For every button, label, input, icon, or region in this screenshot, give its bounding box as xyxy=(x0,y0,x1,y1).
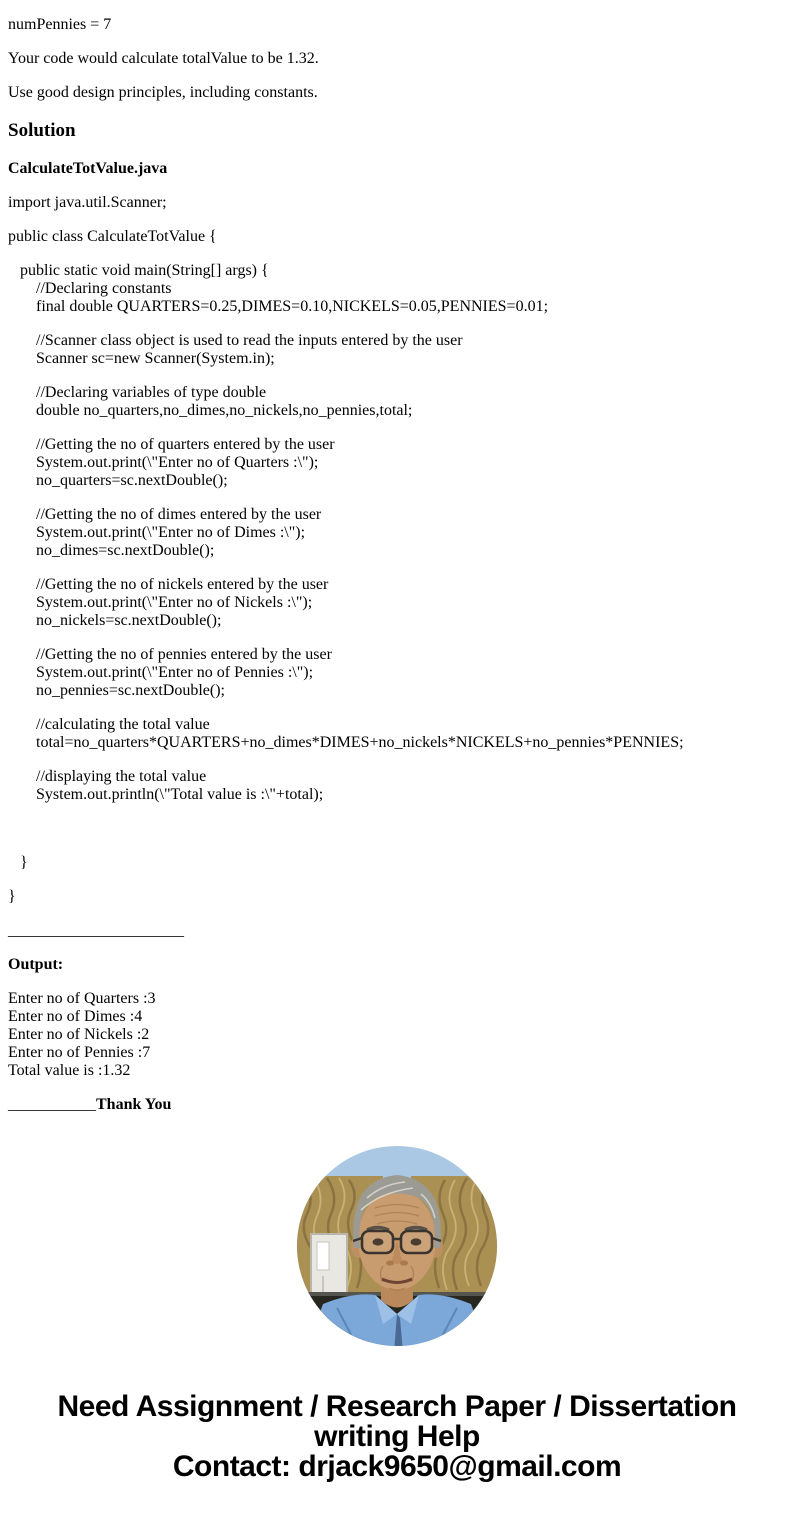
code-line: //Getting the no of dimes entered by the user xyxy=(36,506,322,523)
code-line: //displaying the total value xyxy=(36,768,207,785)
code-paragraph xyxy=(8,716,786,752)
code-paragraph xyxy=(8,384,786,420)
code-paragraph xyxy=(8,506,786,560)
code-paragraph xyxy=(8,820,786,838)
code-paragraph xyxy=(8,646,786,700)
code-line: } xyxy=(8,888,16,905)
code-line: } xyxy=(20,854,28,871)
code-line: Enter no of Nickels :2 xyxy=(8,1026,150,1043)
output-heading: Output: xyxy=(8,956,64,973)
code-line: Enter no of Pennies :7 xyxy=(8,1044,151,1061)
code-line: final double QUARTERS=0.25,DIMES=0.10,NICKELS=0.05,PENNIES=0.01; xyxy=(36,298,549,315)
glasses-lens-right xyxy=(401,1231,432,1253)
code-paragraph xyxy=(8,854,786,872)
panel-switch xyxy=(317,1242,329,1270)
code-line: //Declaring constants xyxy=(36,280,172,297)
code-line: no_dimes=sc.nextDouble(); xyxy=(36,542,215,559)
divider-underscores: ______________________ xyxy=(8,922,184,939)
code-paragraph xyxy=(8,262,786,316)
nostril-left xyxy=(386,1260,394,1265)
code-line: Total value is :1.32 xyxy=(8,1062,131,1079)
code-line: System.out.print(\"Enter no of Dimes :\"); xyxy=(36,524,306,541)
code-line: //Getting the no of pennies entered by the user xyxy=(36,646,332,663)
instructor-avatar xyxy=(297,1146,497,1346)
code-line: //Scanner class object is used to read the inputs entered by the user xyxy=(36,332,463,349)
thank-you-line xyxy=(8,1096,786,1114)
code-line: //calculating the total value xyxy=(36,716,210,733)
code-paragraph xyxy=(8,990,786,1080)
footer-banner xyxy=(16,1392,778,1482)
code-line: System.out.print(\"Enter no of Pennies :\"); xyxy=(36,664,314,681)
nostril-right xyxy=(400,1260,408,1265)
code-paragraph xyxy=(8,332,786,368)
code-paragraph xyxy=(8,768,786,804)
code-filename: CalculateTotValue.java xyxy=(8,160,168,177)
avatar-container xyxy=(8,1146,786,1346)
code-line: //Declaring variables of type double xyxy=(36,384,267,401)
code-paragraph xyxy=(8,888,786,906)
code-line: no_quarters=sc.nextDouble(); xyxy=(36,472,228,489)
intro-line-1: numPennies = 7 xyxy=(8,16,112,33)
code-line: System.out.println(\"Total value is :\"+total); xyxy=(36,786,324,803)
code-line: no_pennies=sc.nextDouble(); xyxy=(36,682,225,699)
solution-heading: Solution xyxy=(8,120,76,141)
code-line: public class CalculateTotValue { xyxy=(8,228,217,245)
intro-line-3: Use good design principles, including constants. xyxy=(8,84,318,101)
code-line: public static void main(String[] args) { xyxy=(20,262,269,279)
thank-you-underscores: ___________ xyxy=(8,1096,96,1113)
code-line xyxy=(8,820,786,838)
code-line: //Getting the no of nickels entered by the user xyxy=(36,576,329,593)
code-line: total=no_quarters*QUARTERS+no_dimes*DIMES+no_nickels*NICKELS+no_pennies*PENNIES; xyxy=(36,734,684,751)
footer-contact: Contact: drjack9650@gmail.com xyxy=(172,1450,622,1483)
code-line: Enter no of Dimes :4 xyxy=(8,1008,143,1025)
avatar-photo xyxy=(297,1146,497,1346)
code-paragraph xyxy=(8,228,786,246)
code-line: double no_quarters,no_dimes,no_nickels,no_pennies,total; xyxy=(36,402,413,419)
code-line: //Getting the no of quarters entered by the user xyxy=(36,436,335,453)
glasses-lens-left xyxy=(362,1231,393,1253)
thank-you-text: Thank You xyxy=(96,1096,172,1113)
code-block xyxy=(8,194,786,906)
code-paragraph xyxy=(8,436,786,490)
code-paragraph xyxy=(8,576,786,630)
code-line: import java.util.Scanner; xyxy=(8,194,167,211)
intro-line-2: Your code would calculate totalValue to be 1.32. xyxy=(8,50,319,67)
footer-heading: Need Assignment / Research Paper / Dissertation writing Help xyxy=(57,1390,737,1453)
output-block xyxy=(8,990,786,1080)
code-line: Enter no of Quarters :3 xyxy=(8,990,156,1007)
solution-document xyxy=(8,16,786,1482)
code-line: no_nickels=sc.nextDouble(); xyxy=(36,612,222,629)
code-line: System.out.print(\"Enter no of Quarters :\"); xyxy=(36,454,319,471)
code-line: Scanner sc=new Scanner(System.in); xyxy=(36,350,275,367)
code-paragraph xyxy=(8,194,786,212)
code-line: System.out.print(\"Enter no of Nickels :\"); xyxy=(36,594,313,611)
